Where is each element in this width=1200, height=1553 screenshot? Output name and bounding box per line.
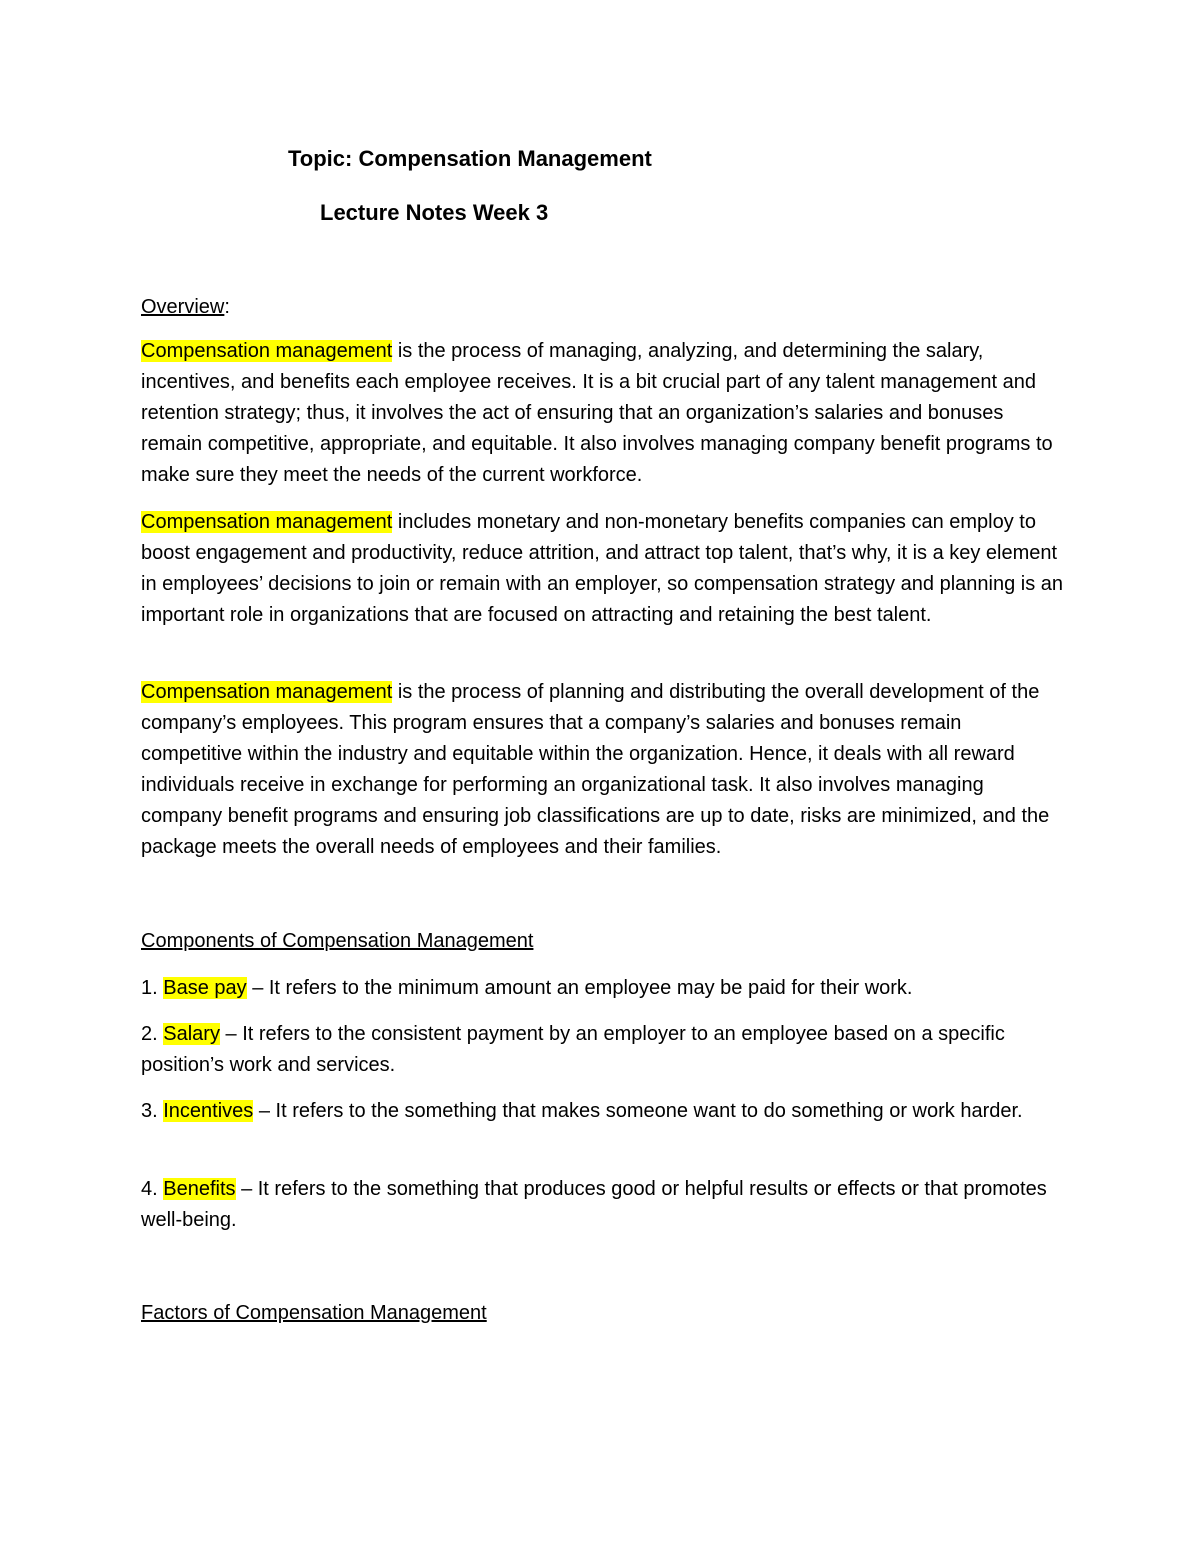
document-subtitle: Lecture Notes Week 3 — [320, 200, 549, 225]
highlighted-term: Compensation management — [141, 511, 393, 533]
item-text: – It refers to the something that makes someone want to do something or work harder. — [253, 1100, 1023, 1122]
component-item-2 — [141, 1019, 1066, 1081]
item-text: – It refers to the consistent payment by an employer to an employee based on a specific position’s work and services. — [141, 1023, 1005, 1076]
overview-heading-line — [141, 292, 1066, 323]
components-heading: Components of Compensation Management — [141, 930, 534, 952]
overview-paragraph-3 — [141, 677, 1066, 863]
factors-heading: Factors of Compensation Management — [141, 1302, 487, 1324]
component-item-4 — [141, 1174, 1066, 1236]
paragraph-text: includes monetary and non-monetary benefits companies can employ to boost engagement and productivity, reduce attrition, and attract top talent, that’s why, it is a key element in employees’ decisions to join or remain with an employer, so compensation strategy and planning is an important role in organizations that are focused on attracting and retaining the best talent. — [141, 511, 1063, 626]
components-heading-line — [141, 926, 1066, 957]
highlighted-term: Base pay — [163, 977, 247, 999]
item-number: 3. — [141, 1100, 164, 1122]
overview-paragraph-1 — [141, 336, 1066, 491]
item-text: – It refers to the something that produces good or helpful results or effects or that promotes well-being. — [141, 1178, 1047, 1231]
overview-heading: Overview — [141, 296, 225, 318]
item-number: 1. — [141, 977, 164, 999]
paragraph-text: is the process of planning and distributing the overall development of the company’s employees. This program ensures that a company’s salaries and bonuses remain competitive within the industry and equitable within the organization. Hence, it deals with all reward individuals receive in exchange for performing an organizational task. It also involves managing company benefit programs and ensuring job classifications are up to date, risks are minimized, and the package meets the overall needs of employees and their families. — [141, 681, 1050, 858]
highlighted-term: Benefits — [163, 1178, 236, 1200]
document-title: Topic: Compensation Management — [288, 146, 652, 171]
paragraph-text: is the process of managing, analyzing, and determining the salary, incentives, and benefits each employee receives. It is a bit crucial part of any talent management and retention strategy; thus, it involves the act of ensuring that an organization’s salaries and bonuses remain competitive, appropriate, and equitable. It also involves managing company benefit programs to make sure they meet the needs of the current workforce. — [141, 340, 1053, 486]
component-item-1 — [141, 973, 1066, 1004]
highlighted-term: Compensation management — [141, 681, 393, 703]
highlighted-term: Salary — [163, 1023, 220, 1045]
highlighted-term: Incentives — [163, 1100, 254, 1122]
item-number: 2. — [141, 1023, 164, 1045]
factors-heading-line — [141, 1298, 1066, 1329]
item-number: 4. — [141, 1178, 164, 1200]
highlighted-term: Compensation management — [141, 340, 393, 362]
item-text: – It refers to the minimum amount an employee may be paid for their work. — [246, 977, 913, 999]
overview-paragraph-2 — [141, 507, 1066, 631]
component-item-3 — [141, 1096, 1066, 1127]
overview-heading-colon: : — [224, 296, 230, 318]
